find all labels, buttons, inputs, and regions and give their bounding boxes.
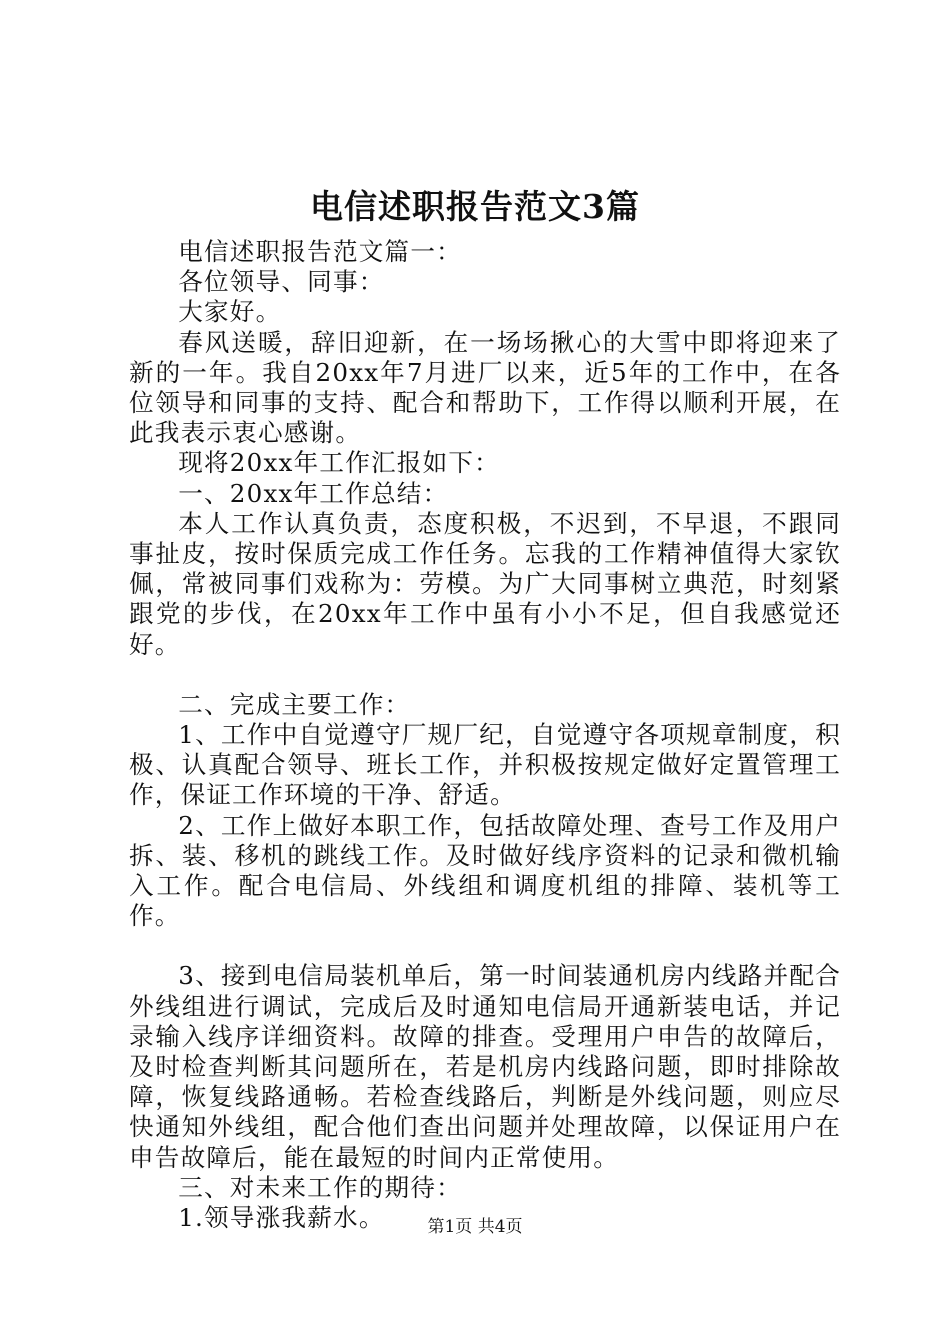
- page-indicator: 第1页 共4页: [427, 1217, 523, 1237]
- work-item-3: 3、接到电信局装机单后，第一时间装通机房内线路并配合外线组进行调试，完成后及时通知电信局开通新装电话，并记录输入线序详细资料。故障的排查。受理用户申告的故障后，及时检查判断其问题所在，若是机房内线路问题，即时排除故障，恢复线路通畅。若检查线路后，判断是外线问题，则应尽快通知外线组，配合他们查出问题并处理故障，以保证用户在申告故障后，能在最短的时间内正常使用。: [129, 961, 841, 1172]
- document-title: 电信述职报告范文3篇: [310, 187, 640, 226]
- future-item-1: 1.领导涨我薪水。: [178, 1203, 385, 1233]
- work-item-1: 1、工作中自觉遵守厂规厂纪，自觉遵守各项规章制度，积极、认真配合领导、班长工作，并积极按规定做好定置管理工作，保证工作环境的干净、舒适。: [129, 720, 841, 810]
- work-item-2: 2、工作上做好本职工作，包括故障处理、查号工作及用户拆、装、移机的跳线工作。及时做好线序资料的记录和微机输入工作。配合电信局、外线组和调度机组的排障、装机等工作。: [129, 810, 841, 931]
- intro-paragraph: 春风送暖，辞旧迎新，在一场场揪心的大雪中即将迎来了新的一年。我自20xx年7月进厂以来，近5年的工作中，在各位领导和同事的支持、配合和帮助下，工作得以顺利开展，在此我表示衷心感谢。: [129, 327, 841, 448]
- greeting: 大家好。: [178, 297, 282, 327]
- section-heading-future: 三、对未来工作的期待：: [178, 1172, 462, 1202]
- report-lead-in: 现将20xx年工作汇报如下：: [178, 448, 500, 478]
- document-body: [129, 237, 841, 1233]
- summary-paragraph: 本人工作认真负责，态度积极，不迟到，不早退，不跟同事扯皮，按时保质完成工作任务。忘我的工作精神值得大家钦佩，常被同事们戏称为：劳模。为广大同事树立典范，时刻紧跟党的步伐，在20xx年工作中虽有小小不足，但自我感觉还好。: [129, 508, 841, 659]
- salutation: 各位领导、同事：: [178, 267, 385, 297]
- section-heading-summary: 一、20xx年工作总结：: [178, 478, 449, 508]
- section-heading-main-work: 二、完成主要工作：: [178, 689, 411, 719]
- section-heading-article-one: 电信述职报告范文篇一：: [178, 237, 462, 266]
